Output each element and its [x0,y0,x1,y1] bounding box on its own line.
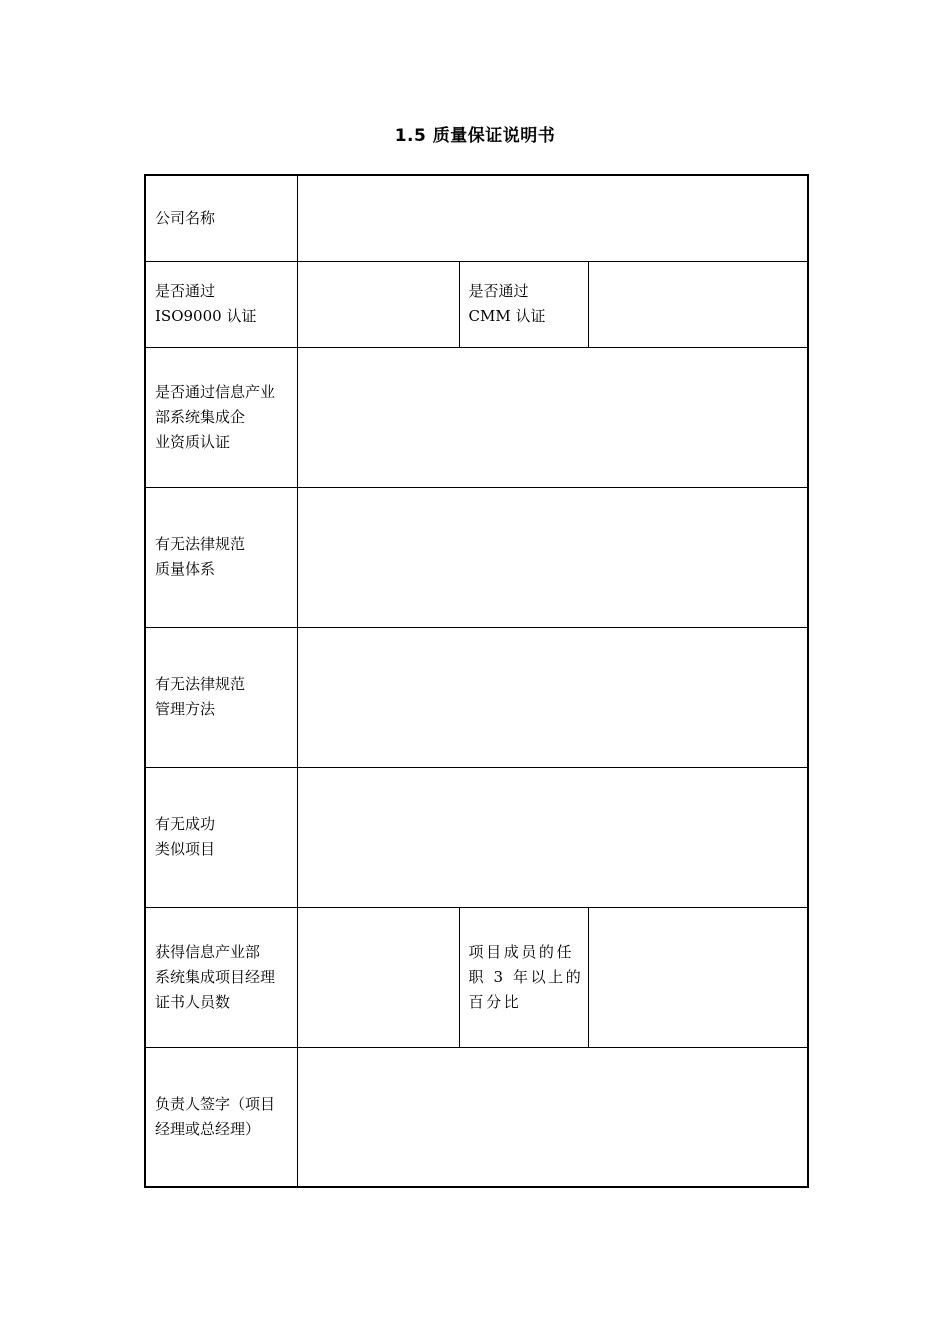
field-pm-certificate-count[interactable] [297,907,459,1047]
row-iso-cmm [145,261,808,347]
label-tenure-percentage: 项目成员的任 职 3 年以上的 百分比 [459,907,588,1047]
field-tenure-percentage[interactable] [588,907,808,1047]
field-similar-projects[interactable] [297,767,808,907]
label-system-integration-qualification: 是否通过信息产业 部系统集成企 业资质认证 [145,347,297,487]
row-similar-projects [145,767,808,907]
document-title: 1.5 质量保证说明书 [394,126,556,146]
quality-assurance-form [144,174,809,1188]
field-quality-system[interactable] [297,487,808,627]
label-cmm: 是否通过 CMM 认证 [459,261,588,347]
field-cmm[interactable] [588,261,808,347]
label-similar-projects: 有无成功 类似项目 [145,767,297,907]
label-signature: 负责人签字（项目 经理或总经理） [145,1047,297,1187]
field-management-method[interactable] [297,627,808,767]
row-signature [145,1047,808,1187]
row-quality-system [145,487,808,627]
field-system-integration-qualification[interactable] [297,347,808,487]
field-iso9000[interactable] [297,261,459,347]
row-pm-certificates [145,907,808,1047]
label-iso9000: 是否通过 ISO9000 认证 [145,261,297,347]
label-company-name: 公司名称 [145,175,297,261]
field-company-name[interactable] [297,175,808,261]
row-management-method [145,627,808,767]
label-pm-certificate-count: 获得信息产业部 系统集成项目经理 证书人员数 [145,907,297,1047]
label-management-method: 有无法律规范 管理方法 [145,627,297,767]
row-system-integration-qualification [145,347,808,487]
field-signature[interactable] [297,1047,808,1187]
row-company-name [145,175,808,261]
label-quality-system: 有无法律规范 质量体系 [145,487,297,627]
